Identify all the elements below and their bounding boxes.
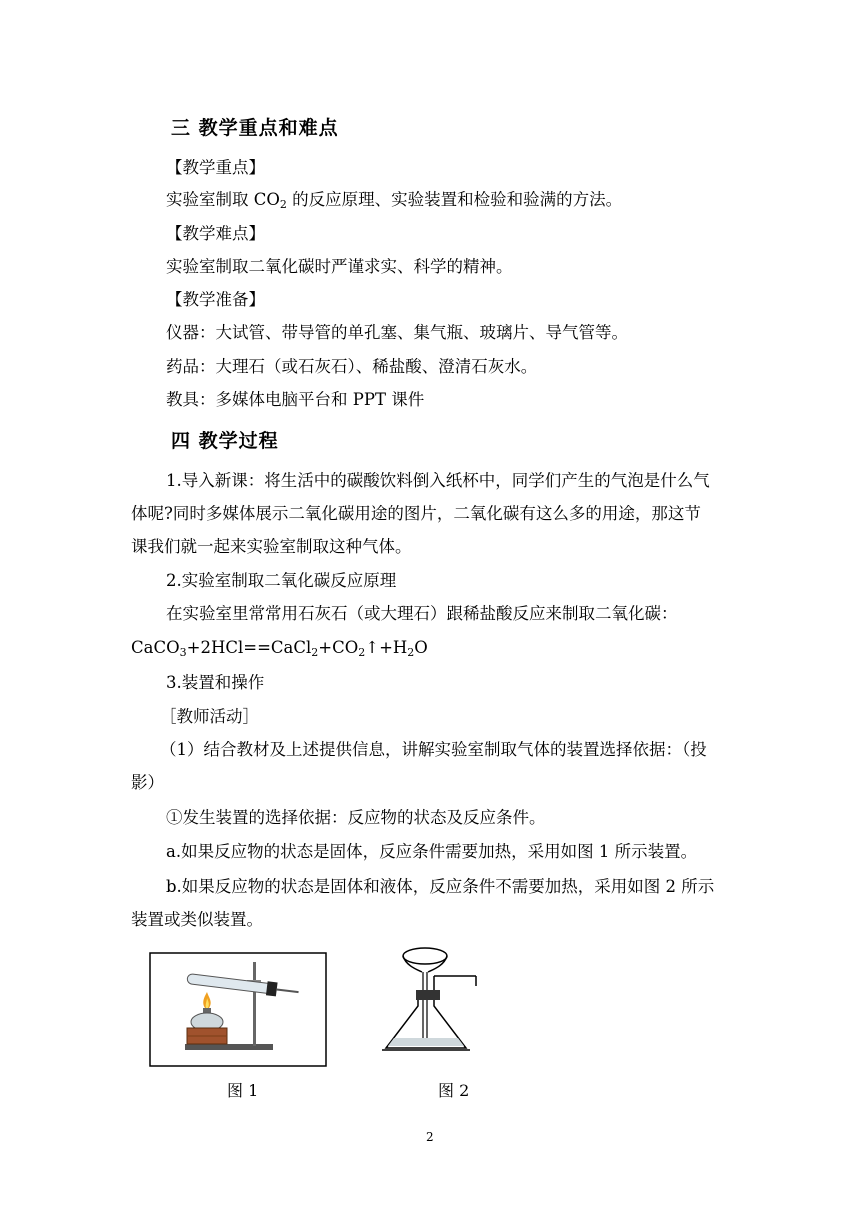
chemicals-text: 药品：大理石（或石灰石）、稀盐酸、澄清石灰水。 (166, 357, 538, 376)
section4-heading: 四 教学过程 (171, 430, 279, 452)
page-number: 2 (426, 1130, 434, 1144)
case-a-text: a.如果反应物的状态是固体，反应条件需要加热，采用如图 1 所示装置。 (166, 842, 698, 861)
case-b-line-2: 装置或类似装置。 (131, 910, 263, 929)
case-b-line-1: b.如果反应物的状态是固体和液体，反应条件不需要加热，采用如图 2 所示 (166, 877, 715, 896)
tools-text: 教具：多媒体电脑平台和 PPT 课件 (166, 390, 425, 409)
intro-line-1: 1.导入新课：将生活中的碳酸饮料倒入纸杯中，同学们产生的气泡是什么气 (166, 471, 710, 490)
principle-text: 在实验室里常常用石灰石（或大理石）跟稀盐酸反应来制取二氧化碳： (166, 604, 678, 623)
section3-heading: 三 教学重点和难点 (171, 117, 339, 139)
teacher-activity: ［教师活动］ (160, 707, 259, 726)
generator-basis: ①发生装置的选择依据：反应物的状态及反应条件。 (166, 808, 546, 827)
intro-line-3: 课我们就一起来实验室制取这种气体。 (131, 537, 412, 556)
intro-line-2: 体呢?同时多媒体展示二氧化碳用途的图片，二氧化碳有这么多的用途，那这节 (131, 504, 701, 523)
principle-title: 2.实验室制取二氧化碳反应原理 (166, 571, 397, 590)
preparation-label: 【教学准备】 (166, 290, 265, 309)
selection-basis-line-1: （1）结合教材及上述提供信息，讲解实验室制取气体的装置选择依据：（投 (160, 740, 707, 759)
apparatus-title: 3.装置和操作 (166, 673, 265, 692)
key-points-label: 【教学重点】 (166, 158, 265, 177)
figure-2-caption: 图 2 (438, 1081, 470, 1100)
instruments-text: 仪器：大试管、带导管的单孔塞、集气瓶、玻璃片、导气管等。 (166, 323, 628, 342)
reaction-equation: $CaCO_3+2HCl==CaCl_2+CO_2↑+H_2O$ (131, 638, 428, 659)
difficulty-label: 【教学难点】 (166, 224, 265, 243)
figure-2-flask-apparatus (380, 942, 500, 1054)
figure-1-heating-apparatus (149, 952, 329, 1068)
difficulty-text: 实验室制取二氧化碳时严谨求实、科学的精神。 (166, 257, 513, 276)
key-points-text: 实验室制取 $CO_2$ 的反应原理、实验装置和检验和验满的方法。 (166, 190, 623, 211)
figure-1-caption: 图 1 (227, 1081, 259, 1100)
selection-basis-line-2: 影） (131, 773, 164, 792)
